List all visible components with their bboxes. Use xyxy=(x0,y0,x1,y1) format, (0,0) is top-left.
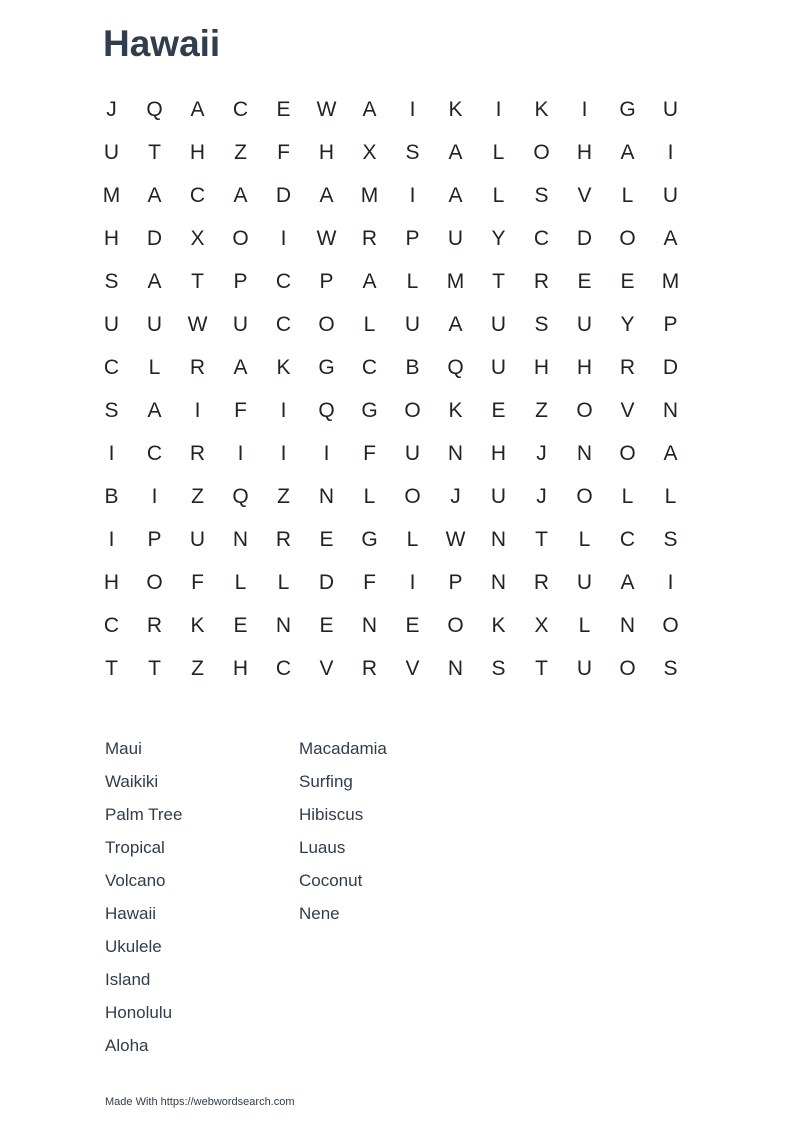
grid-row xyxy=(90,174,692,217)
grid-cell: L xyxy=(492,141,505,164)
grid-cell: N xyxy=(275,614,292,637)
grid-cell: K xyxy=(534,98,549,121)
grid-cell: N xyxy=(662,399,679,422)
grid-row xyxy=(90,604,692,647)
grid-cell: U xyxy=(490,356,507,379)
grid-cell: T xyxy=(105,657,118,680)
grid-cell: V xyxy=(405,657,420,680)
grid-cell: L xyxy=(148,356,161,379)
word-list-item: Macadamia xyxy=(299,739,387,758)
grid-cell: D xyxy=(275,184,292,207)
grid-cell: Z xyxy=(277,485,290,508)
grid-cell: O xyxy=(619,227,636,250)
grid-cell: U xyxy=(662,98,679,121)
grid-cell: U xyxy=(404,442,421,465)
grid-cell: Q xyxy=(232,485,249,508)
grid-cell: U xyxy=(662,184,679,207)
grid-cell: D xyxy=(318,571,335,594)
grid-cell: D xyxy=(662,356,679,379)
grid-cell: S xyxy=(405,141,420,164)
grid-cell: R xyxy=(189,442,206,465)
grid-cell: L xyxy=(363,485,376,508)
grid-cell: L xyxy=(406,528,419,551)
grid-cell: B xyxy=(104,485,119,508)
grid-cell: U xyxy=(576,657,593,680)
grid-cell: C xyxy=(275,270,292,293)
grid-cell: T xyxy=(191,270,204,293)
grid-cell: Z xyxy=(191,657,204,680)
grid-cell: I xyxy=(409,184,416,207)
grid-cell: O xyxy=(576,485,593,508)
grid-cell: M xyxy=(102,184,121,207)
grid-cell: O xyxy=(318,313,335,336)
grid-row xyxy=(90,518,692,561)
grid-cell: C xyxy=(232,98,249,121)
grid-cell: O xyxy=(619,442,636,465)
page-title: Hawaii xyxy=(103,23,221,64)
word-list-item: Maui xyxy=(105,739,142,758)
grid-row xyxy=(90,217,692,260)
grid-cell: D xyxy=(576,227,593,250)
grid-cell: U xyxy=(232,313,249,336)
grid-cell: C xyxy=(619,528,636,551)
word-list-item: Coconut xyxy=(299,871,363,890)
grid-cell: A xyxy=(233,356,248,379)
grid-cell: O xyxy=(404,485,421,508)
grid-cell: E xyxy=(319,528,334,551)
grid-cell: R xyxy=(361,227,378,250)
grid-cell: Q xyxy=(447,356,464,379)
grid-cell: V xyxy=(319,657,334,680)
grid-row xyxy=(90,432,692,475)
grid-cell: N xyxy=(619,614,636,637)
grid-cell: I xyxy=(667,141,674,164)
grid-cell: G xyxy=(361,399,378,422)
grid-row xyxy=(90,647,692,690)
grid-cell: M xyxy=(661,270,680,293)
grid-cell: X xyxy=(190,227,205,250)
grid-cell: W xyxy=(187,313,208,336)
grid-cell: G xyxy=(318,356,335,379)
grid-cell: A xyxy=(448,313,463,336)
grid-cell: P xyxy=(405,227,420,250)
word-list-item: Tropical xyxy=(105,838,165,857)
grid-cell: I xyxy=(581,98,588,121)
grid-cell: S xyxy=(491,657,506,680)
grid-cell: P xyxy=(448,571,463,594)
grid-cell: M xyxy=(360,184,379,207)
word-list-item: Waikiki xyxy=(105,772,159,791)
grid-cell: O xyxy=(404,399,421,422)
grid-cell: E xyxy=(620,270,635,293)
grid-cell: N xyxy=(576,442,593,465)
grid-cell: G xyxy=(619,98,636,121)
grid-cell: T xyxy=(492,270,505,293)
grid-cell: U xyxy=(490,313,507,336)
grid-cell: A xyxy=(362,98,377,121)
grid-cell: U xyxy=(146,313,163,336)
word-list-item: Honolulu xyxy=(105,1003,173,1022)
word-list-column-1 xyxy=(105,737,295,1067)
grid-cell: R xyxy=(361,657,378,680)
grid-cell: L xyxy=(234,571,247,594)
grid-cell: A xyxy=(620,141,635,164)
grid-cell: U xyxy=(103,313,120,336)
grid-cell: J xyxy=(450,485,461,508)
grid-cell: U xyxy=(404,313,421,336)
grid-cell: L xyxy=(664,485,677,508)
grid-cell: C xyxy=(103,356,120,379)
grid-cell: I xyxy=(280,442,287,465)
grid-cell: F xyxy=(363,571,376,594)
word-list-item: Surfing xyxy=(299,772,353,791)
grid-cell: P xyxy=(147,528,162,551)
grid-row xyxy=(90,346,692,389)
grid-row xyxy=(90,475,692,518)
grid-cell: H xyxy=(533,356,550,379)
grid-cell: O xyxy=(232,227,249,250)
grid-cell: F xyxy=(277,141,290,164)
grid-cell: A xyxy=(663,227,678,250)
grid-cell: E xyxy=(276,98,291,121)
grid-cell: Q xyxy=(318,399,335,422)
grid-cell: K xyxy=(276,356,291,379)
grid-row xyxy=(90,389,692,432)
grid-cell: H xyxy=(189,141,206,164)
grid-cell: P xyxy=(233,270,248,293)
grid-cell: K xyxy=(448,399,463,422)
grid-cell: J xyxy=(536,485,547,508)
grid-cell: O xyxy=(619,657,636,680)
word-list-column-2 xyxy=(299,737,489,935)
grid-cell: N xyxy=(232,528,249,551)
grid-cell: S xyxy=(534,313,549,336)
grid-row xyxy=(90,88,692,131)
grid-cell: U xyxy=(490,485,507,508)
grid-cell: C xyxy=(275,657,292,680)
grid-cell: A xyxy=(147,184,162,207)
word-list-item: Hibiscus xyxy=(299,805,364,824)
grid-cell: P xyxy=(319,270,334,293)
grid-cell: K xyxy=(491,614,506,637)
grid-cell: R xyxy=(275,528,292,551)
grid-cell: S xyxy=(104,270,119,293)
grid-cell: H xyxy=(103,227,120,250)
grid-cell: Z xyxy=(535,399,548,422)
grid-row xyxy=(90,561,692,604)
grid-cell: N xyxy=(490,571,507,594)
grid-cell: W xyxy=(316,98,337,121)
grid-cell: I xyxy=(194,399,201,422)
grid-cell: T xyxy=(148,141,161,164)
grid-cell: C xyxy=(361,356,378,379)
grid-cell: I xyxy=(495,98,502,121)
grid-cell: Y xyxy=(620,313,635,336)
grid-cell: Q xyxy=(146,98,163,121)
grid-cell: Y xyxy=(491,227,506,250)
grid-cell: A xyxy=(362,270,377,293)
letter-grid xyxy=(90,88,692,690)
grid-cell: N xyxy=(361,614,378,637)
grid-cell: W xyxy=(445,528,466,551)
grid-cell: N xyxy=(490,528,507,551)
grid-cell: P xyxy=(663,313,678,336)
grid-cell: G xyxy=(361,528,378,551)
grid-cell: U xyxy=(576,313,593,336)
grid-cell: A xyxy=(319,184,334,207)
grid-cell: O xyxy=(533,141,550,164)
grid-cell: R xyxy=(619,356,636,379)
grid-cell: J xyxy=(536,442,547,465)
grid-cell: A xyxy=(233,184,248,207)
grid-cell: L xyxy=(621,485,634,508)
grid-cell: U xyxy=(189,528,206,551)
grid-cell: H xyxy=(576,141,593,164)
grid-cell: S xyxy=(104,399,119,422)
grid-cell: H xyxy=(232,657,249,680)
grid-cell: I xyxy=(237,442,244,465)
grid-cell: R xyxy=(189,356,206,379)
grid-cell: A xyxy=(147,270,162,293)
grid-cell: O xyxy=(662,614,679,637)
grid-cell: O xyxy=(146,571,163,594)
grid-cell: I xyxy=(409,98,416,121)
grid-cell: E xyxy=(233,614,248,637)
grid-cell: V xyxy=(577,184,592,207)
grid-cell: I xyxy=(323,442,330,465)
grid-cell: A xyxy=(147,399,162,422)
grid-cell: H xyxy=(576,356,593,379)
grid-cell: M xyxy=(446,270,465,293)
grid-cell: E xyxy=(491,399,506,422)
grid-cell: E xyxy=(577,270,592,293)
grid-cell: U xyxy=(576,571,593,594)
grid-cell: E xyxy=(405,614,420,637)
grid-cell: L xyxy=(578,528,591,551)
grid-cell: K xyxy=(448,98,463,121)
grid-cell: A xyxy=(448,184,463,207)
grid-cell: H xyxy=(490,442,507,465)
grid-cell: L xyxy=(578,614,591,637)
grid-cell: T xyxy=(535,657,548,680)
word-list-item: Nene xyxy=(299,904,340,923)
grid-cell: I xyxy=(667,571,674,594)
grid-cell: D xyxy=(146,227,163,250)
grid-cell: Z xyxy=(191,485,204,508)
grid-cell: C xyxy=(189,184,206,207)
grid-cell: C xyxy=(103,614,120,637)
grid-cell: E xyxy=(319,614,334,637)
grid-cell: S xyxy=(663,657,678,680)
grid-row xyxy=(90,303,692,346)
grid-cell: I xyxy=(280,227,287,250)
grid-cell: S xyxy=(534,184,549,207)
grid-cell: J xyxy=(106,98,117,121)
grid-cell: V xyxy=(620,399,635,422)
grid-cell: H xyxy=(318,141,335,164)
word-list-item: Island xyxy=(105,970,151,989)
grid-cell: L xyxy=(406,270,419,293)
grid-cell: O xyxy=(447,614,464,637)
grid-cell: L xyxy=(363,313,376,336)
grid-cell: S xyxy=(663,528,678,551)
word-list-item: Ukulele xyxy=(105,937,162,956)
grid-cell: K xyxy=(190,614,205,637)
grid-cell: X xyxy=(362,141,377,164)
grid-cell: U xyxy=(447,227,464,250)
grid-cell: R xyxy=(146,614,163,637)
grid-cell: T xyxy=(535,528,548,551)
grid-cell: N xyxy=(447,657,464,680)
grid-row xyxy=(90,131,692,174)
grid-cell: R xyxy=(533,270,550,293)
grid-cell: B xyxy=(405,356,420,379)
grid-row xyxy=(90,260,692,303)
grid-cell: W xyxy=(316,227,337,250)
grid-cell: I xyxy=(409,571,416,594)
grid-cell: A xyxy=(663,442,678,465)
grid-cell: L xyxy=(621,184,634,207)
grid-cell: F xyxy=(191,571,204,594)
grid-cell: L xyxy=(277,571,290,594)
grid-cell: C xyxy=(533,227,550,250)
grid-cell: I xyxy=(151,485,158,508)
grid-cell: N xyxy=(318,485,335,508)
word-list-item: Aloha xyxy=(105,1036,149,1055)
word-list-item: Palm Tree xyxy=(105,805,183,824)
word-list-item: Hawaii xyxy=(105,904,157,923)
grid-cell: I xyxy=(108,442,115,465)
grid-cell: I xyxy=(280,399,287,422)
grid-cell: L xyxy=(492,184,505,207)
grid-cell: N xyxy=(447,442,464,465)
grid-cell: A xyxy=(620,571,635,594)
grid-cell: O xyxy=(576,399,593,422)
grid-cell: F xyxy=(234,399,247,422)
grid-cell: U xyxy=(103,141,120,164)
grid-cell: X xyxy=(534,614,549,637)
word-list-item: Luaus xyxy=(299,838,346,857)
grid-cell: I xyxy=(108,528,115,551)
word-list-item: Volcano xyxy=(105,871,166,890)
grid-cell: C xyxy=(275,313,292,336)
grid-cell: T xyxy=(148,657,161,680)
grid-cell: F xyxy=(363,442,376,465)
grid-cell: R xyxy=(533,571,550,594)
grid-cell: A xyxy=(448,141,463,164)
grid-cell: A xyxy=(190,98,205,121)
grid-cell: Z xyxy=(234,141,247,164)
grid-cell: C xyxy=(146,442,163,465)
grid-cell: H xyxy=(103,571,120,594)
footer-credit: Made With https://webwordsearch.com xyxy=(105,1096,295,1108)
